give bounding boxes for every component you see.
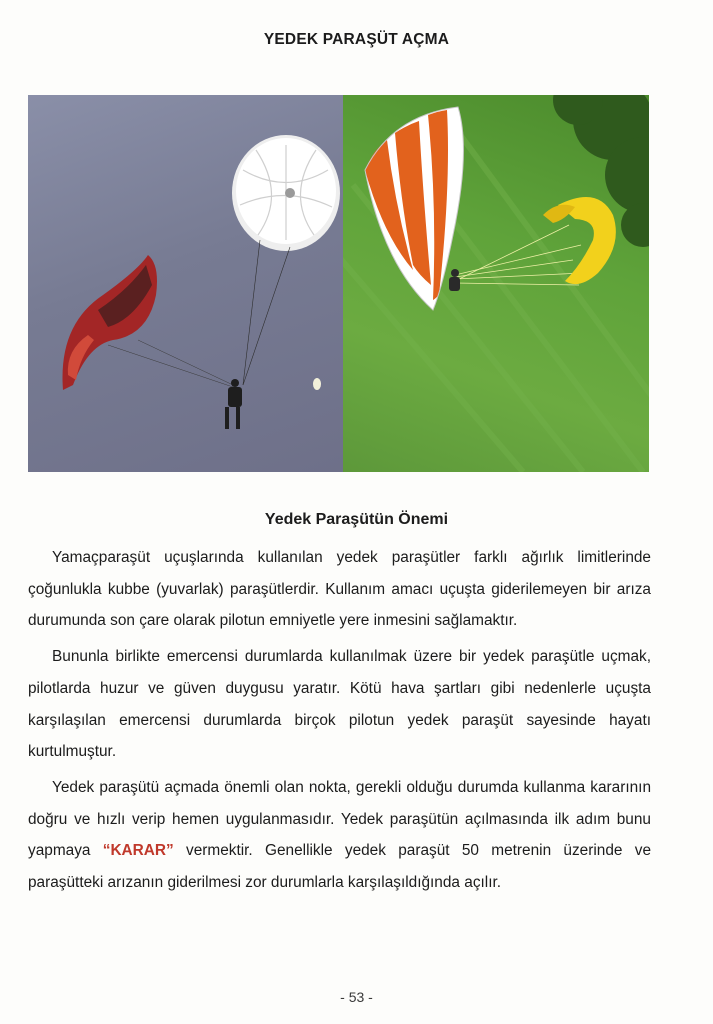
paragraph-3-text-before: Yedek paraşütü açmada önemli olan nokta, gerekli olduğu durumda kullanma kararının doğru ve hızlı verip hemen uygulanmasıdır. Yedek paraşütün açılmasında ilk adım bunu yapmaya	[28, 778, 651, 860]
paragraph-2: Bununla birlikte emercensi durumlarda kullanılmak üzere bir yedek paraşütle uçmak, pilotlarda huzur ve güven duygusu yaratır. Kötü hava şartları gibi nedenlerle uçuşta karşılaşılan emercensi durumlarda birçok pilotun yedek paraşüt sayesinde hayatı kurtulmuştur.	[28, 648, 651, 761]
paragraph-3	[28, 772, 651, 899]
paragraph-1: Yamaçparaşüt uçuşlarında kullanılan yedek paraşütler farklı ağırlık limitlerinde çoğunlukla kubbe (yuvarlak) paraşütlerdir. Kullanım amacı uçuşta giderilemeyen bir arıza durumunda son çare olarak pilotun emniyetle yere inmesini sağlamaktır.	[28, 549, 651, 630]
page-header-title: YEDEK PARAŞÜT AÇMA	[263, 31, 450, 48]
body-text	[28, 542, 651, 903]
section-title: Yedek Paraşütün Önemi	[264, 511, 449, 528]
reserve-parachute-sky-photo	[28, 95, 343, 472]
karar-highlight: “KARAR”	[102, 842, 174, 860]
photo-figure	[28, 95, 649, 472]
paraglider-on-grass-photo	[343, 95, 649, 472]
page-number: - 53 -	[340, 989, 373, 1005]
paragraph-3-text-after: vermektir. Genellikle yedek paraşüt 50 metrenin üzerinde ve paraşütteki arızanın giderilmesi zor durumlarla karşılaşıldığında açılır.	[28, 842, 652, 892]
